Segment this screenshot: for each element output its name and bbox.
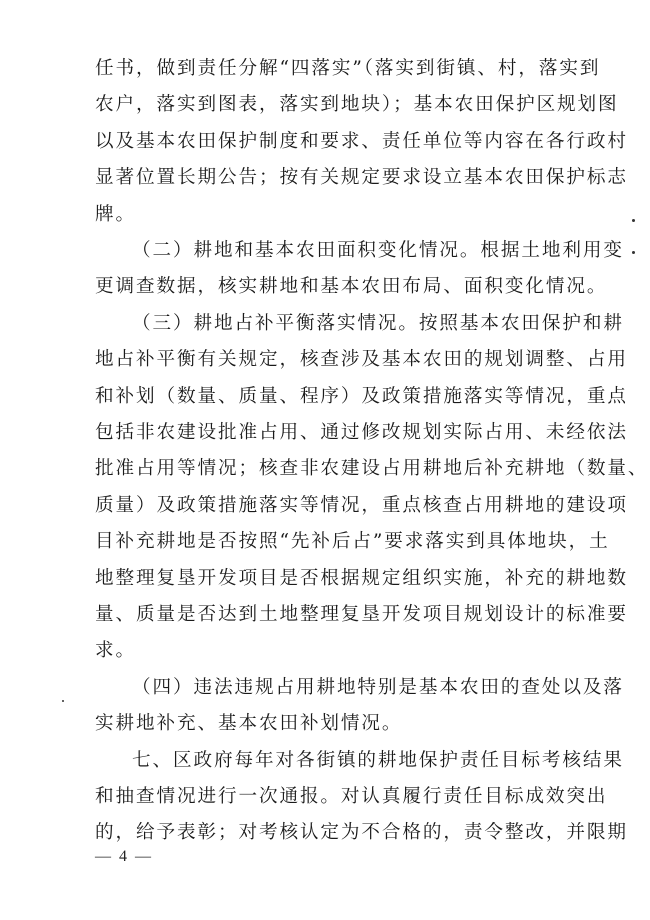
body-text-line: 实耕地补充、基本农田补划情况。	[95, 713, 403, 735]
body-text-line: 批准占用等情况；核查非农建设占用耕地后补充耕地（数量、	[95, 458, 649, 480]
body-text-line: 更调查数据，核实耕地和基本农田布局、面积变化情况。	[95, 276, 608, 298]
body-text-line: 显著位置长期公告；按有关规定要求设立基本农田保护标志	[95, 167, 628, 189]
body-text-line: 牌。	[95, 203, 136, 225]
body-text-line: 和抽查情况进行一次通报。对认真履行责任目标成效突出	[95, 786, 608, 807]
body-text-line: （二）耕地和基本农田面积变化情况。根据土地利用变	[132, 240, 624, 261]
body-text-line: 以及基本农田保护制度和要求、责任单位等内容在各行政村	[95, 130, 628, 152]
scan-speck	[632, 251, 635, 254]
scan-speck	[62, 700, 64, 702]
body-text-line: 地占补平衡有关规定，核查涉及基本农田的规划调整、占用	[95, 349, 628, 371]
body-text-line: 的，给予表彰；对考核认定为不合格的，责令整改，并限期	[95, 822, 628, 844]
scan-speck	[632, 219, 635, 222]
body-text-line: 质量）及政策措施落实等情况，重点核查占用耕地的建设项	[95, 494, 628, 516]
body-text-line: 地整理复垦开发项目是否根据规定组织实施，补充的耕地数	[95, 567, 628, 589]
body-text-line: 七、区政府每年对各街镇的耕地保护责任目标考核结果	[132, 749, 624, 771]
body-text-line: 农户，落实到图表，落实到地块）；基本农田保护区规划图	[95, 94, 619, 116]
body-text-line: 任书，做到责任分解“四落实”（落实到街镇、村，落实到	[95, 58, 601, 79]
body-text-line: 和补划（数量、质量、程序）及政策措施落实等情况，重点	[95, 385, 628, 407]
body-text-line: 目补充耕地是否按照“先补后占”要求落实到具体地块，土	[95, 531, 610, 553]
body-text-line: 包括非农建设批准占用、通过修改规划实际占用、未经依法	[95, 422, 628, 443]
body-text-line: 量、质量是否达到土地整理复垦开发项目规划设计的标准要	[95, 604, 628, 625]
page-number: — 4 —	[95, 848, 153, 865]
body-text-line: 求。	[95, 640, 136, 662]
body-text-line: （四）违法违规占用耕地特别是基本农田的查处以及落	[132, 676, 624, 698]
body-text-line: （三）耕地占补平衡落实情况。按照基本农田保护和耕	[132, 312, 624, 334]
